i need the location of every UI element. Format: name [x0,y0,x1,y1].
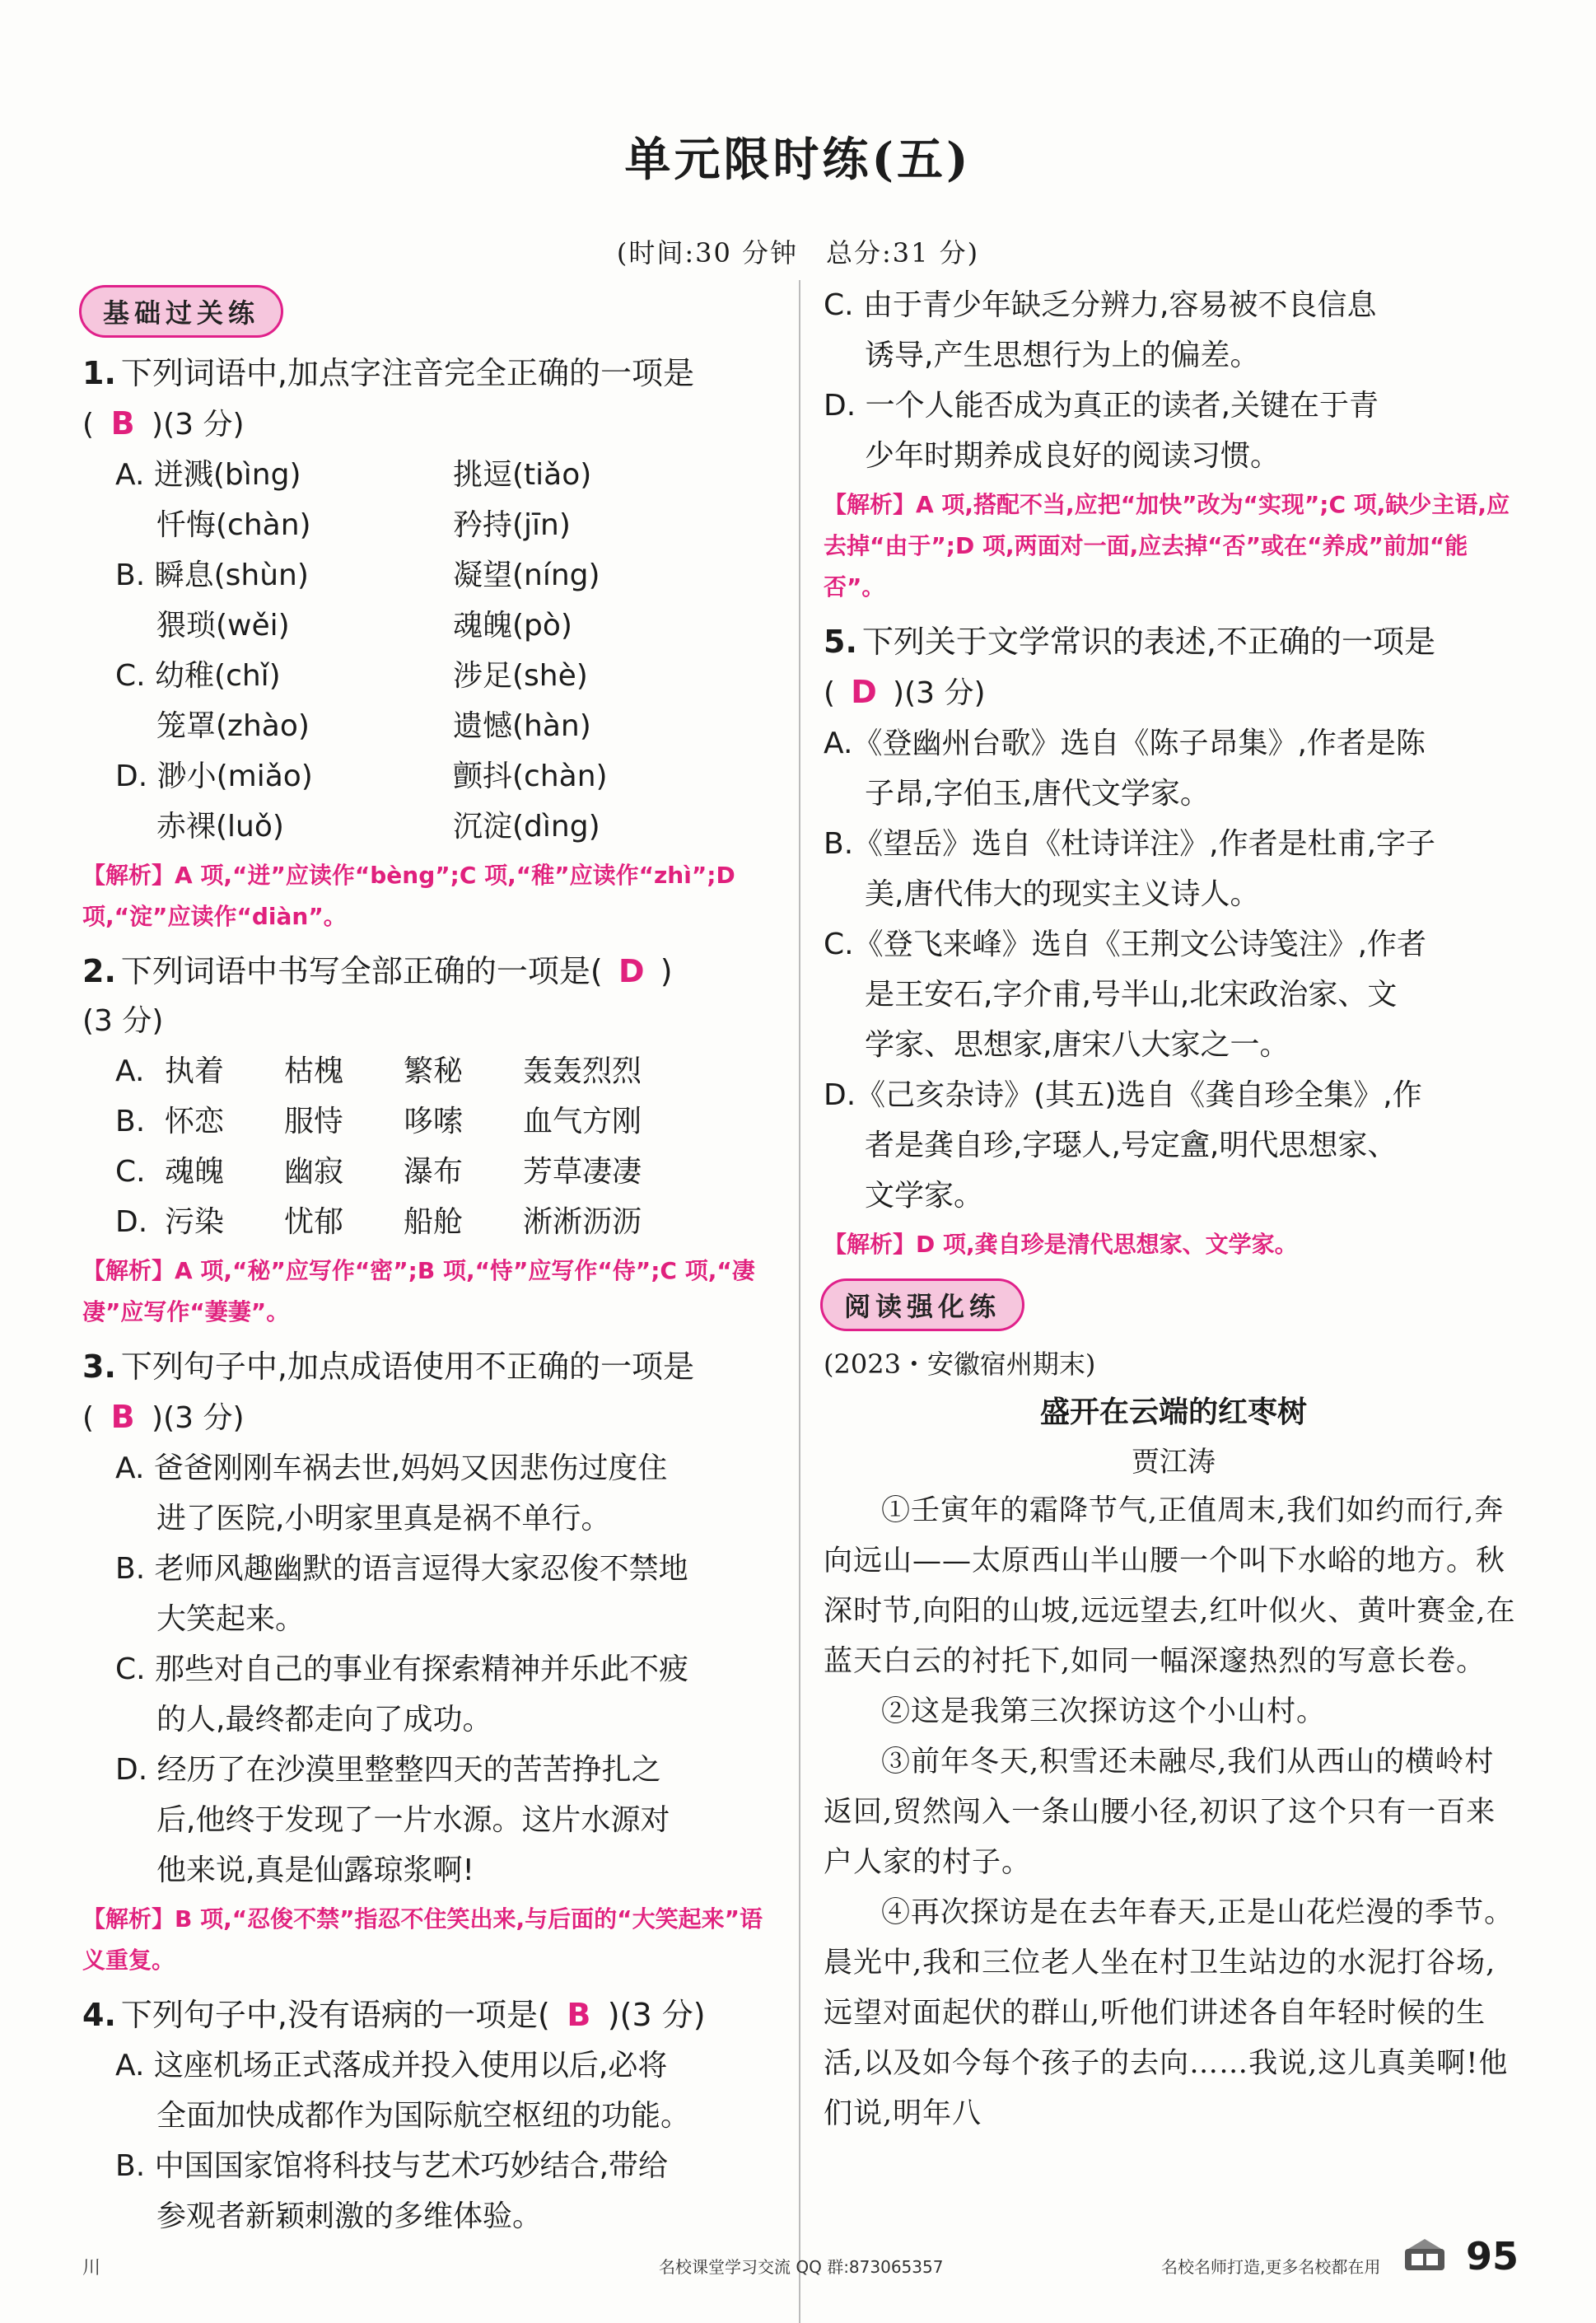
option-letter: A. [115,1054,145,1088]
option-text: 后,他终于发现了一片水源。这片水源对 [156,1803,670,1837]
book-logo-icon [1400,2234,1449,2275]
question-stem: 下列句子中,没有语病的一项是( [120,1997,550,2033]
option-word: 执着 [165,1054,225,1088]
option-word: 淅淅沥沥 [523,1205,642,1239]
question-number: 2. [82,953,116,989]
option-row [82,1046,766,1096]
question-line [82,1341,766,1392]
option-item: 挑逗(tiǎo) [453,458,592,492]
option-word: 幽寂 [284,1155,344,1189]
left-column [82,280,766,2241]
article-paragraph: ②这是我第三次探访这个小山村。 [881,1695,1327,1728]
option-word: 服恃 [284,1105,344,1138]
option-item [82,1544,766,1644]
option-grid [82,450,766,852]
option-item [82,2040,766,2141]
answer: B [567,1997,591,2033]
score-label: )(3 分) [152,408,245,442]
question-5 [824,616,1524,1265]
option-item: 凝望(níng) [453,559,600,592]
source-label: (2023・安徽宿州期末) [824,1348,1096,1380]
page-title: 单元限时练(五) [624,133,972,187]
option-row [82,1096,766,1147]
section-badge: 基础过关练 [79,285,283,338]
option-text: A. 这座机场正式落成并投入使用以后,必将 [115,2049,668,2082]
option-item: 沉淀(dìng) [453,810,600,844]
question-stem: 下列词语中,加点字注音完全正确的一项是 [120,355,694,391]
question-number: 4. [82,1997,116,2033]
answer: B [110,405,135,442]
answer: D [618,953,645,989]
score-label: )(3 分) [893,676,986,710]
option-item: 涉足(shè) [453,659,588,693]
question-line [82,946,766,997]
option-text: C. 那些对自己的事业有探索精神并乐此不疲 [115,1652,689,1686]
question-3 [82,1341,766,1981]
option-word: 轰轰烈烈 [523,1054,642,1088]
explanation: 【解析】A 项,搭配不当,应把“加快”改为“实现”;C 项,缺少主语,应去掉“由于”;D 项,两面对一面,应去掉“否”或在“养成”前加“能否”。 [824,491,1510,601]
option-item: 颤抖(chàn) [453,760,608,793]
option-row [82,1197,766,1247]
option-item: B.《望岳》选自《杜诗详注》,作者是杜甫,字子 美,唐代伟大的现实主义诗人。 [824,827,1436,911]
option-item: 魂魄(pò) [453,609,572,643]
option-item: 矜持(jīn) [453,508,571,542]
option-text: 参观者新颖刺激的多维体验。 [156,2199,543,2233]
column-divider [799,280,800,2323]
option-item: B. 瞬息(shùn) [115,559,309,592]
option-item: 赤裸(luǒ) [156,810,284,844]
option-item [82,2141,766,2241]
option-letter: B. [115,1105,146,1138]
option-item: 笼罩(zhào) [156,709,310,743]
question-stem: 下列词语中书写全部正确的一项是( [120,953,603,989]
option-item: A.《登幽州台歌》选自《陈子昂集》,作者是陈 子昂,字伯玉,唐代文学家。 [824,727,1426,811]
footer-region-mark: 川 [82,2258,101,2279]
option-word: 繁秘 [404,1054,464,1088]
option-text: A. 爸爸刚刚车祸去世,妈妈又因悲伤过度住 [115,1451,668,1485]
option-word: 忧郁 [284,1205,344,1239]
explanation: 【解析】D 项,龚自珍是清代思想家、文学家。 [824,1231,1298,1258]
option-item: 猥琐(wěi) [156,609,290,643]
question-line [82,1989,766,2040]
explanation: 【解析】B 项,“忍俊不禁”指忍不住笑出来,与后面的“大笑起来”语义重复。 [82,1905,763,1974]
option-item [82,1443,766,1544]
option-item: A. 迸溅(bìng) [115,458,301,492]
explanation: 【解析】A 项,“秘”应写作“密”;B 项,“恃”应写作“侍”;C 项,“凄凄”应写作“萋萋”。 [82,1257,755,1325]
score-label: (3 分) [82,1004,164,1038]
option-item: D.《己亥杂诗》(其五)选自《龚自珍全集》,作 者是龚自珍,字璱人,号定盦,明代思想家、 文学家。 [824,1078,1422,1213]
question-number: 5. [824,624,857,660]
option-word: 污染 [165,1205,225,1239]
option-letter: D. [115,1205,148,1239]
option-item: C. 幼稚(chǐ) [115,659,281,693]
page-subtitle: (时间:30 分钟 总分:31 分) [616,237,980,269]
answer-line [82,1392,766,1443]
question-number: 1. [82,355,116,391]
option-text: 大笑起来。 [156,1602,306,1636]
option-word: 枯槐 [284,1054,344,1088]
option-word: 魂魄 [165,1155,225,1189]
option-item [82,1745,766,1895]
question-2 [82,946,766,1333]
q4-option-c: C. 由于青少年缺乏分辨力,容易被不良信息 诱导,产生思想行为上的偏差。 [824,288,1377,372]
q4-option-d: D. 一个人能否成为真正的读者,关键在于青 少年时期养成良好的阅读习惯。 [824,389,1379,473]
answer: D [851,674,877,710]
article-paragraph: ④再次探访是在去年春天,正是山花烂漫的季节。晨光中,我和三位老人坐在村卫生站边的水泥打谷场,远望对面起伏的群山,听他们讲述各自年轻时候的生活,以及如今每个孩子的去向……我说,这儿真美啊!他们说,明年八 [824,1896,1514,2130]
option-word: 瀑布 [404,1155,464,1189]
article-title: 盛开在云端的红枣树 [1039,1395,1307,1429]
option-word: 怀恋 [165,1105,225,1138]
question-1 [82,348,766,937]
option-item: 忏悔(chàn) [156,508,311,542]
footer-qq-group: 名校课堂学习交流 QQ 群:873065357 [659,2257,944,2277]
option-text: B. 老师风趣幽默的语言逗得大家忍俊不禁地 [115,1552,688,1586]
option-text: D. 经历了在沙漠里整整四天的苦苦挣扎之 [115,1753,661,1787]
paren-close: ) [660,953,673,989]
paren-open: ( [82,408,95,442]
question-stem: 下列关于文学常识的表述,不正确的一项是 [861,624,1435,660]
option-text: 全面加快成都作为国际航空枢纽的功能。 [156,2099,691,2133]
article-author: 贾江涛 [1132,1446,1216,1479]
paren-open: ( [824,676,836,710]
option-word: 芳草凄凄 [523,1155,642,1189]
option-item: C.《登飞来峰》选自《王荆文公诗笺注》,作者 是王安石,字介甫,号半山,北宋政治家、文 学家、思想家,唐宋八大家之一。 [824,928,1427,1062]
option-text: 的人,最终都走向了成功。 [156,1703,492,1736]
option-item: D. 渺小(miǎo) [115,760,313,793]
explanation: 【解析】A 项,“迸”应读作“bèng”;C 项,“稚”应读作“zhì”;D 项,“淀”应读作“diàn”。 [82,862,735,930]
option-text: B. 中国国家馆将科技与艺术巧妙结合,带给 [115,2149,669,2183]
option-row [82,1147,766,1197]
paren-open: ( [82,1401,95,1435]
option-item [82,1644,766,1745]
right-column [824,280,1524,2139]
option-text: 他来说,真是仙露琼浆啊! [156,1853,474,1887]
option-word: 船舱 [404,1205,464,1239]
option-letter: C. [115,1155,146,1189]
option-item: 遗憾(hàn) [453,709,591,743]
article-paragraph: ①壬寅年的霜降节气,正值周末,我们如约而行,奔向远山——太原西山半山腰一个叫下水峪的地方。秋深时节,向阳的山坡,远远望去,红叶似火、黄叶赛金,在蓝天白云的衬托下,如同一幅深邃热烈的写意长卷。 [824,1494,1516,1678]
section-badge: 阅读强化练 [820,1278,1024,1331]
score-label: )(3 分) [152,1401,245,1435]
question-4 [82,1989,766,2241]
answer: B [110,1399,135,1435]
score-label: )(3 分) [607,1997,706,2033]
option-word: 哆嗦 [404,1105,464,1138]
article-paragraph: ③前年冬天,积雪还未融尽,我们从西山的横岭村返回,贸然闯入一条山腰小径,初识了这个只有一百来户人家的村子。 [824,1746,1496,1879]
question-stem: 下列句子中,加点成语使用不正确的一项是 [120,1348,694,1385]
question-number: 3. [82,1348,116,1385]
page-number: 95 [1466,2234,1519,2279]
option-word: 血气方刚 [523,1105,642,1138]
footer-slogan: 名校名师打造,更多名校都在用 [1161,2257,1381,2277]
option-text: 进了医院,小明家里真是祸不单行。 [156,1502,611,1535]
